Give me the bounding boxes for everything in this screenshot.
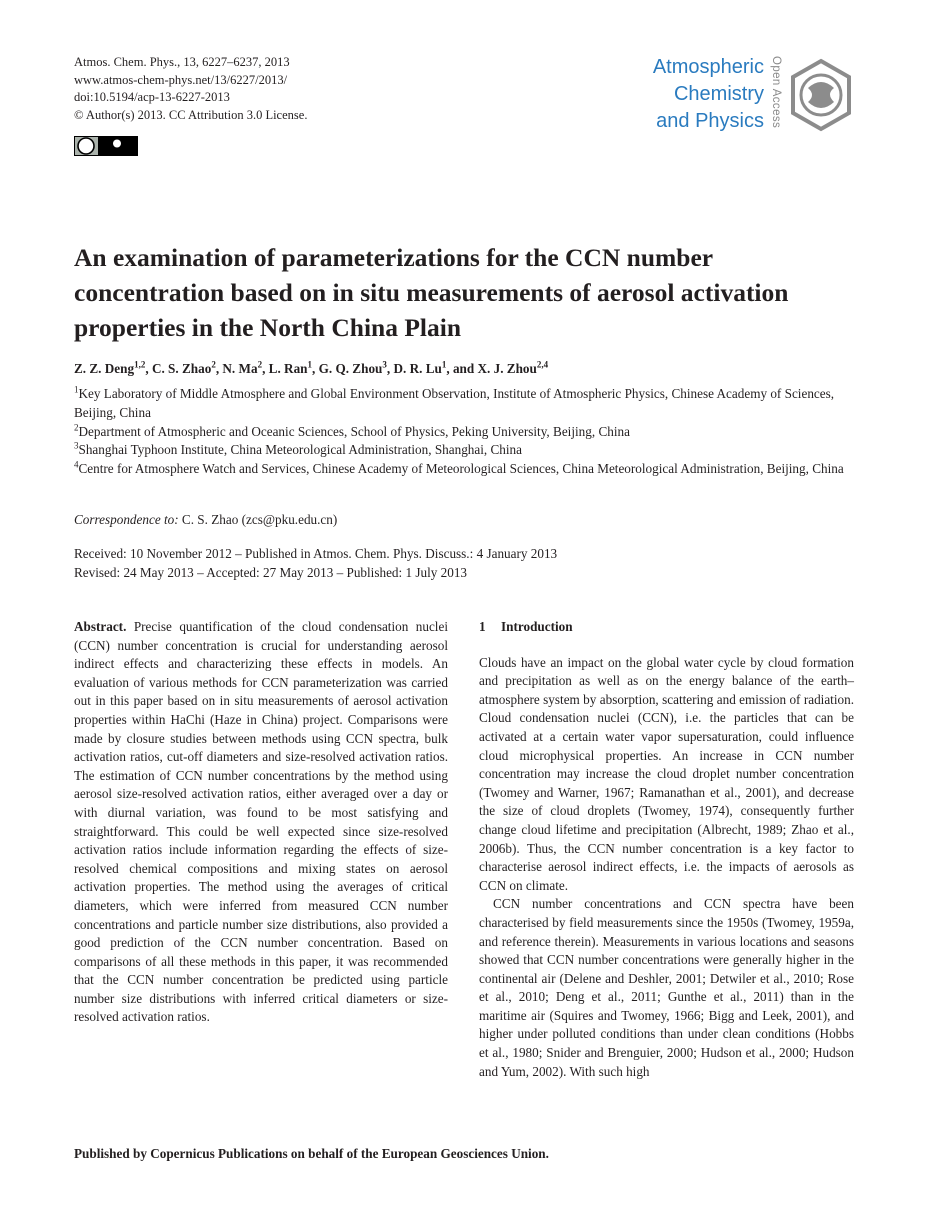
author-separator: ,	[312, 361, 319, 376]
journal-name-line: Atmospheric	[652, 56, 764, 78]
author-separator: ,	[145, 361, 152, 376]
abstract-paragraph	[74, 618, 448, 1027]
journal-name-line: Chemistry	[673, 83, 764, 105]
author-name: D. R. Lu	[393, 361, 442, 376]
section-heading	[479, 618, 854, 637]
cc-by-license-icon[interactable]	[74, 136, 138, 156]
affiliation-text: Shanghai Typhoon Institute, China Meteorological Administration, Shanghai, China	[78, 442, 522, 458]
abstract-column	[74, 618, 448, 1027]
body-paragraph: Clouds have an impact on the global water cycle by cloud formation and precipitation as well as on the energy balance of the earth–atmosphere system by absorption, scattering and emission of radiation. Cloud condensation nuclei (CCN), i.e. the particles that can be activated at a certain water vapor supersaturation, could influence cloud microphysical properties. An increase in CCN number concentration may increase the cloud droplet number concentration (Twomey and Warner, 1967; Ramanathan et al., 2001), and decrease the size of cloud droplets (Twomey, 1974), consequently further change cloud lifetime and precipitation (Albrecht, 1989; Zhao et al., 2006b). Thus, the CCN number concentration is a key factor to characterise aerosol indirect effects, i.e. the impacts of aerosols as CCN on climate.	[479, 654, 854, 893]
article-metadata	[74, 54, 307, 124]
affiliation-item	[74, 460, 864, 479]
doi-line[interactable]: doi:10.5194/acp-13-6227-2013	[74, 90, 230, 104]
body-paragraph: CCN number concentrations and CCN spectra have been characterised by field measurements since the 1950s (Twomey, 1959a, and reference therein). Measurements in various locations and seasons showed that CCN number concentrations were generally higher in the continental air (Delene and Deshler, 2001; Detwiler et al., 2010; Rose et al., 2010; Deng et al., 2011; Gunthe et al., 2011) than in the maritime air (Squires and Twomey, 1966; Bigg and Leek, 2001), and higher under polluted conditions than under clean conditions (Hobbs et al., 1980; Snider and Brenguier, 2000; Hudson et al., 2000; Hudson and Yum, 2002). With such high	[479, 896, 854, 1079]
affiliation-number: 4	[74, 459, 79, 470]
dates-line: Received: 10 November 2012 – Published in Atmos. Chem. Phys. Discuss.: 4 January 2013	[74, 546, 558, 561]
publication-dates	[74, 545, 557, 583]
affiliation-item	[74, 423, 864, 442]
section-number: 1	[479, 619, 486, 634]
author-separator: ,	[215, 361, 223, 376]
affiliation-number: 3	[74, 441, 79, 451]
author-affiliation-mark: 1	[441, 359, 447, 370]
affiliation-number: 2	[74, 422, 79, 433]
author-affiliation-mark: 1,2	[134, 359, 146, 370]
author-name: L. Ran	[268, 361, 308, 376]
article-title: An examination of parameterizations for the CCN number concentration based on in situ measurements of aerosol activation properties in the North China Plain	[74, 243, 789, 342]
author-affiliation-mark: 2	[211, 359, 216, 370]
abstract-text: Precise quantification of the cloud condensation nuclei (CCN) number concentration is crucial for understanding aerosol indirect effects and characterizing these effects in models. An evaluation of various methods for CCN parameterization was carried out in this paper based on in situ measurements of aerosol activation properties within HaChi (Haze in China) project. Comparisons were made by closure studies between methods using CCN spectra, bulk activation ratios, cut-off diameters and size-resolved activation ratios. The estimation of CCN number concentrations by the method using aerosol size-resolved activation ratios, either averaged over a day or with diurnal variation, was found to be most satisfying and straightforward. This could be well expected since size-resolved activation ratios include information regarding the effects of size-resolved chemical compositions and mixing states on aerosol activation properties. The method using the averages of critical diameters, which were inferred from measured CCN number concentrations and particle number size distributions, also provided a good prediction of the CCN number concentration. Based on comparisons of all these methods in this paper, it was recommended that the CCN number concentration be predicted using particle number size distributions with inferred critical diameters or size-resolved activation ratios.	[74, 619, 448, 1025]
author-separator: ,	[262, 361, 269, 376]
abstract-label: Abstract.	[74, 619, 127, 634]
publisher-footer: Published by Copernicus Publications on behalf of the European Geosciences Union.	[74, 1146, 549, 1161]
affiliation-list	[74, 385, 864, 479]
egu-logo-icon	[788, 58, 854, 132]
affiliation-number: 1	[74, 384, 79, 395]
author-affiliation-mark: 1	[307, 359, 313, 370]
article-url[interactable]: www.atmos-chem-phys.net/13/6227/2013/	[74, 72, 288, 87]
author-separator: , and	[446, 361, 478, 376]
author-name: X. J. Zhou	[477, 361, 537, 376]
license-line: © Author(s) 2013. CC Attribution 3.0 License.	[74, 107, 308, 122]
dates-line: Revised: 24 May 2013 – Accepted: 27 May 2013 – Published: 1 July 2013	[74, 564, 468, 580]
affiliation-text: Key Laboratory of Middle Atmosphere and Global Environment Observation, Institute of Atmospheric Physics, Chinese Academy of Sciences, Beijing, China	[74, 386, 835, 420]
affiliation-item	[74, 385, 864, 423]
correspondence-contact[interactable]: C. S. Zhao (zcs@pku.edu.cn)	[178, 512, 338, 527]
open-access-label: Open Access	[770, 56, 782, 129]
author-affiliation-mark: 3	[382, 359, 387, 370]
affiliation-item	[74, 441, 864, 460]
author-affiliation-mark: 2	[257, 359, 263, 370]
affiliation-text: Department of Atmospheric and Oceanic Sciences, School of Physics, Peking University, Beijing, China	[78, 423, 630, 439]
author-name: Z. Z. Deng	[74, 361, 135, 376]
author-separator: ,	[386, 361, 394, 376]
introduction-column	[479, 618, 854, 1081]
journal-name[interactable]	[653, 54, 764, 135]
citation-line: Atmos. Chem. Phys., 13, 6227–6237, 2013	[74, 55, 290, 69]
author-name: G. Q. Zhou	[318, 361, 383, 376]
correspondence	[74, 511, 337, 529]
journal-name-line: and Physics	[656, 110, 764, 132]
section-title: Introduction	[501, 619, 573, 634]
author-affiliation-mark: 2,4	[536, 359, 549, 370]
author-name: N. Ma	[222, 361, 258, 376]
correspondence-label: Correspondence to:	[74, 512, 179, 527]
author-list	[74, 360, 548, 378]
affiliation-text: Centre for Atmosphere Watch and Services, Chinese Academy of Meteorological Sciences, China Meteorological Administration, Beijing, China	[78, 461, 844, 477]
author-name: C. S. Zhao	[151, 361, 212, 376]
